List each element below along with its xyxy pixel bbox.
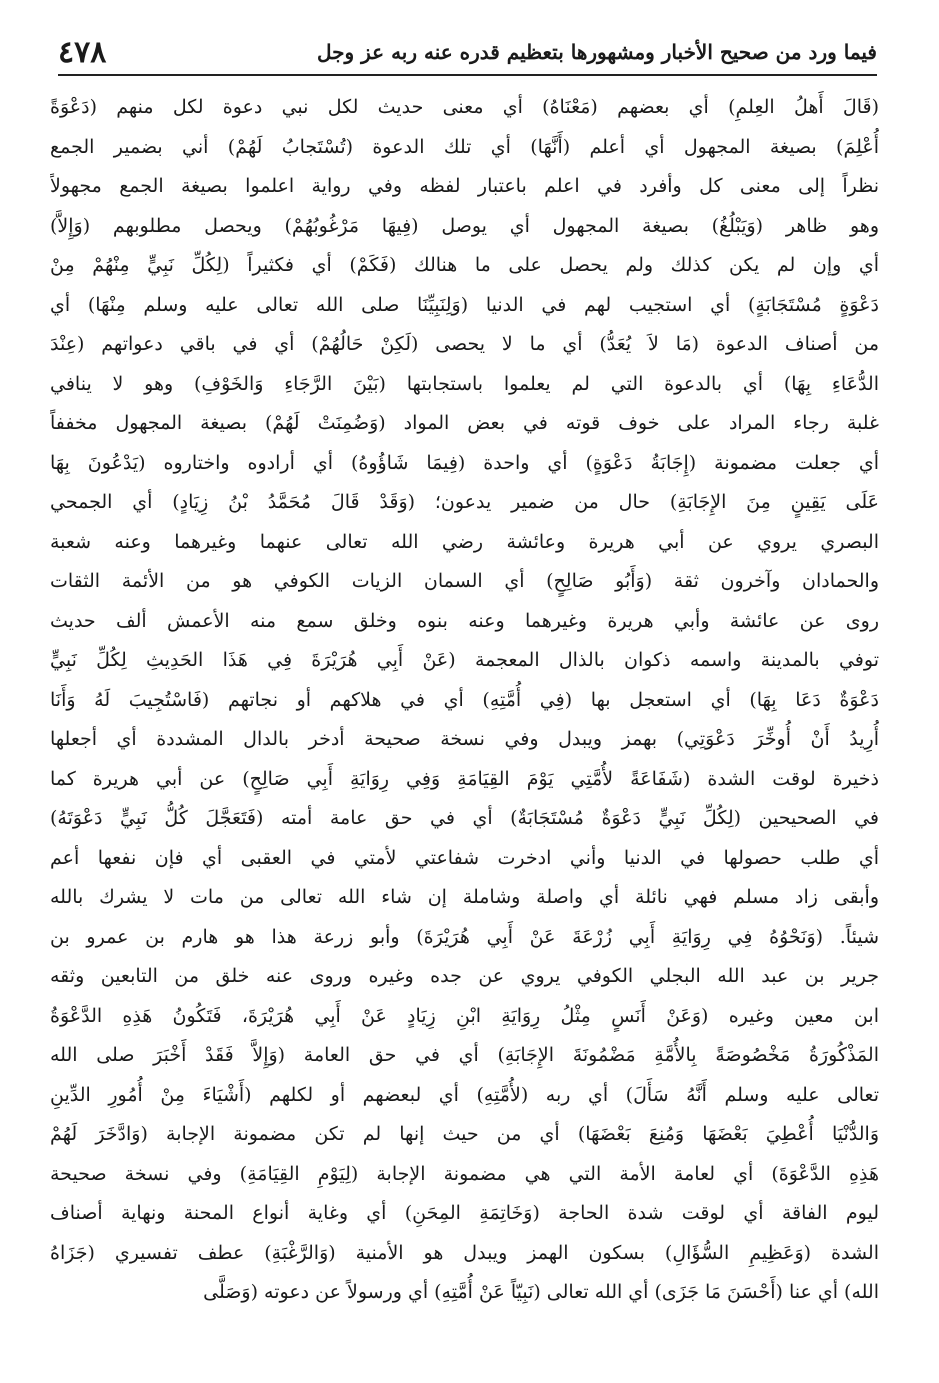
- text-line: أي طلب حصولها في الدنيا وأني ادخرت شفاعتي لأمتي في العقبى أي فإن نفعها أعم: [50, 846, 879, 869]
- text-line: الدُّعَاءِ بِهَا) أي بالدعوة التي لم يعلموا باستجابتها (بَيْنَ الرَّجَاءِ وَالخَوْفِ) وهو لا ينافي: [50, 372, 879, 395]
- page-number: ٤٧٨: [58, 34, 107, 70]
- text-line: في الصحيحين (لِكُلِّ نَبِيٍّ دَعْوَةٌ مُسْتَجَابَةٌ) أي في حق عامة أمته (فَتَعَجَّلَ كُلُّ نَبِيٍّ دَعْوَتَهُ): [50, 807, 879, 829]
- text-line: روى عن عائشة وأبي هريرة وغيرهما وعنه بنوه وخلق سمع منه الأعمش ألف حديث: [50, 609, 879, 632]
- text-line: وَالدُّنْيَا أُعْطِيَ بَعْضَهَا وَمُنِعَ بَعْضَهَا) أي من حيث إنها لم تكن مضمونة الإجابة (وَادَّخَرَ لَهُمْ: [50, 1123, 879, 1145]
- text-line: شيئاً. (وَنَحْوُهُ فِي رِوَايَةِ أَبِي زُرْعَةَ عَنْ أَبِي هُرَيْرَةَ) وأبو زرعة هذا هو هارم بن عمرو بن: [50, 925, 879, 948]
- text-line: ليوم الفاقة أي لوقت شدة الحاجة (وَخَاتِمَةِ المِحَنِ) أي وغاية أنواع المحنة ونهاية أصناف: [50, 1202, 879, 1224]
- text-line: ابن معين وغيره (وَعَنْ أَنَسٍ مِثْلُ رِوَايَةِ ابْنِ زِيَادٍ عَنْ أَبِي هُرَيْرَةَ، فَتَكُونُ هَذِهِ الدَّعْوَةُ: [50, 1004, 879, 1027]
- text-line: غلبة رجاء المراد على خوف قوته في بعض المواد (وَضُمِنَتْ لَهُمْ) بصيغة المجهول مخففاً: [50, 412, 879, 434]
- page-header: [58, 30, 877, 76]
- text-line: نظراً إلى معنى كل وأفرد في اعلم باعتبار لفظه وفي رواية اعلموا بصيغة الجمع مجهولاً: [50, 175, 879, 197]
- text-line: هَذِهِ الدَّعْوَةَ) أي لعامة الأمة التي هي مضمونة الإجابة (لِيَوْمِ القِيَامَةِ) وفي نسخة صحيحة: [50, 1162, 879, 1185]
- text-line: أي وإن لم يكن كذلك ولم يحصل على ما هنالك (فَكَمْ) أي فكثيراً (لِكُلِّ نَبِيٍّ مِنْهُمْ مِنْ: [50, 254, 879, 276]
- text-line: ذخيرة لوقت الشدة (شَفَاعَةً لأُمَّتِي يَوْمَ القِيَامَةِ وَفِي رِوَايَةِ أَبِي صَالِحٍ) عن أبي هريرة كما: [50, 767, 879, 790]
- text-line: جرير بن عبد الله البجلي الكوفي يروي عن جده وغيره وروى عنه خلق من التابعين وثقه: [50, 965, 879, 987]
- text-line: عَلَى يَقِينٍ مِنَ الإِجَابَةِ) حال من ضمير يدعون؛ (وَقَدْ قَالَ مُحَمَّدُ بْنُ زِيَادٍ) أي الجمحي: [50, 491, 879, 513]
- text-line: (قَالَ أَهلُ العِلمِ) أي بعضهم (مَعْنَاهُ) أي معنى حديث لكل نبي دعوة لكل منهم (دَعْوَةً: [50, 96, 879, 118]
- text-line: البصري يروي عن أبي هريرة وعائشة رضي الله تعالى عنهما وغيرهما وعنه شعبة: [50, 530, 879, 553]
- text-line: توفي بالمدينة واسمه ذكوان بالذال المعجمة (عَنْ أَبِي هُرَيْرَةَ فِي هَذَا الحَدِيثِ لِكُلِّ نَبِيٍّ: [50, 649, 879, 671]
- body-text: [50, 88, 879, 1313]
- running-head: فيما ورد من صحيح الأخبار ومشهورها بتعظيم قدره عنه ربه عز وجل: [317, 40, 877, 64]
- text-line: تعالى عليه وسلم أَنَّهُ سَأَلَ) أي ربه (لأُمَّتِهِ) أي لبعضهم أو لكلهم (أَشْيَاءَ مِنْ أُمُورِ الدِّينِ: [50, 1083, 879, 1106]
- text-line: أُعْلِمَ) بصيغة المجهول أي أعلم (أَنَّهَا) أي تلك الدعوة (تُسْتَجابُ لَهُمْ) أني بضمير الجمع: [50, 135, 879, 158]
- text-line: دَعْوَةٍ مُسْتَجَابَةٍ) أي استجيب لهم في الدنيا (وَلِنَبِيِّنَا صلى الله تعالى عليه وسلم مِنْهَا) أي: [50, 293, 879, 316]
- text-line: من أصناف الدعوة (مَا لاَ يُعَدُّ) أي ما لا يحصى (لَكِنْ حَالُهُمْ) أي في باقي دعواتهم (عِنْدَ: [50, 333, 879, 355]
- text-line: وهو ظاهر (وَيَبْلُغُ) بصيغة المجهول أي يوصل (فِيهَا مَرْغُوبُهُمْ) ويحصل مطلوبهم (وَإِلاَّ): [50, 214, 879, 237]
- text-line: دَعْوَةٌ دَعَا بِهَا) أي استعجل بها (فِي أُمَّتِهِ) أي في هلاكهم أو نجاتهم (فَاسْتُجِيبَ لَهُ وَأَنَا: [50, 688, 879, 711]
- text-line: والحمادان وآخرون ثقة (وَأَبُو صَالِحٍ) أي السمان الزيات الكوفي هو من الأئمة الثقات: [50, 570, 879, 592]
- text-line: الله) أي عنا (أَحْسَنَ مَا جَزَى) أي الله تعالى (نَبِيّاً عَنْ أُمَّتِهِ) أي ورسولاً عن دعوته (وَصَلَّى: [203, 1281, 879, 1303]
- text-line: الشدة (وَعَظِيمِ السُّؤَالِ) بسكون الهمز ويبدل هو الأمنية (وَالرَّغْبَةِ) عطف تفسيري (جَزَاهُ: [50, 1241, 879, 1264]
- text-line: المَذْكُورَةُ مَخْصُوصَةً بِالأُمَّةِ مَضْمُونَةَ الإِجَابَةِ) أي في حق العامة (وَإِلاَّ فَقَدْ أَخْبَرَ صلى الله: [50, 1044, 879, 1066]
- text-line: وأبقى زاد مسلم فهي نائلة أي واصلة وشاملة إن شاء الله تعالى من مات لا يشرك بالله: [50, 886, 879, 908]
- text-line: أُرِيدُ أَنْ أُوخِّرَ دَعْوَتِي) بهمز ويبدل وفي نسخة صحيحة أدخر بالدال المشددة أي أجعلها: [50, 728, 879, 750]
- text-line: أي جعلت مضمونة (إِجَابَةُ دَعْوَةٍ) أي واحدة (فِيمَا شَاؤُوهُ) أي أرادوه واختاروه (يَدْعُونَ بِهَا: [50, 451, 879, 474]
